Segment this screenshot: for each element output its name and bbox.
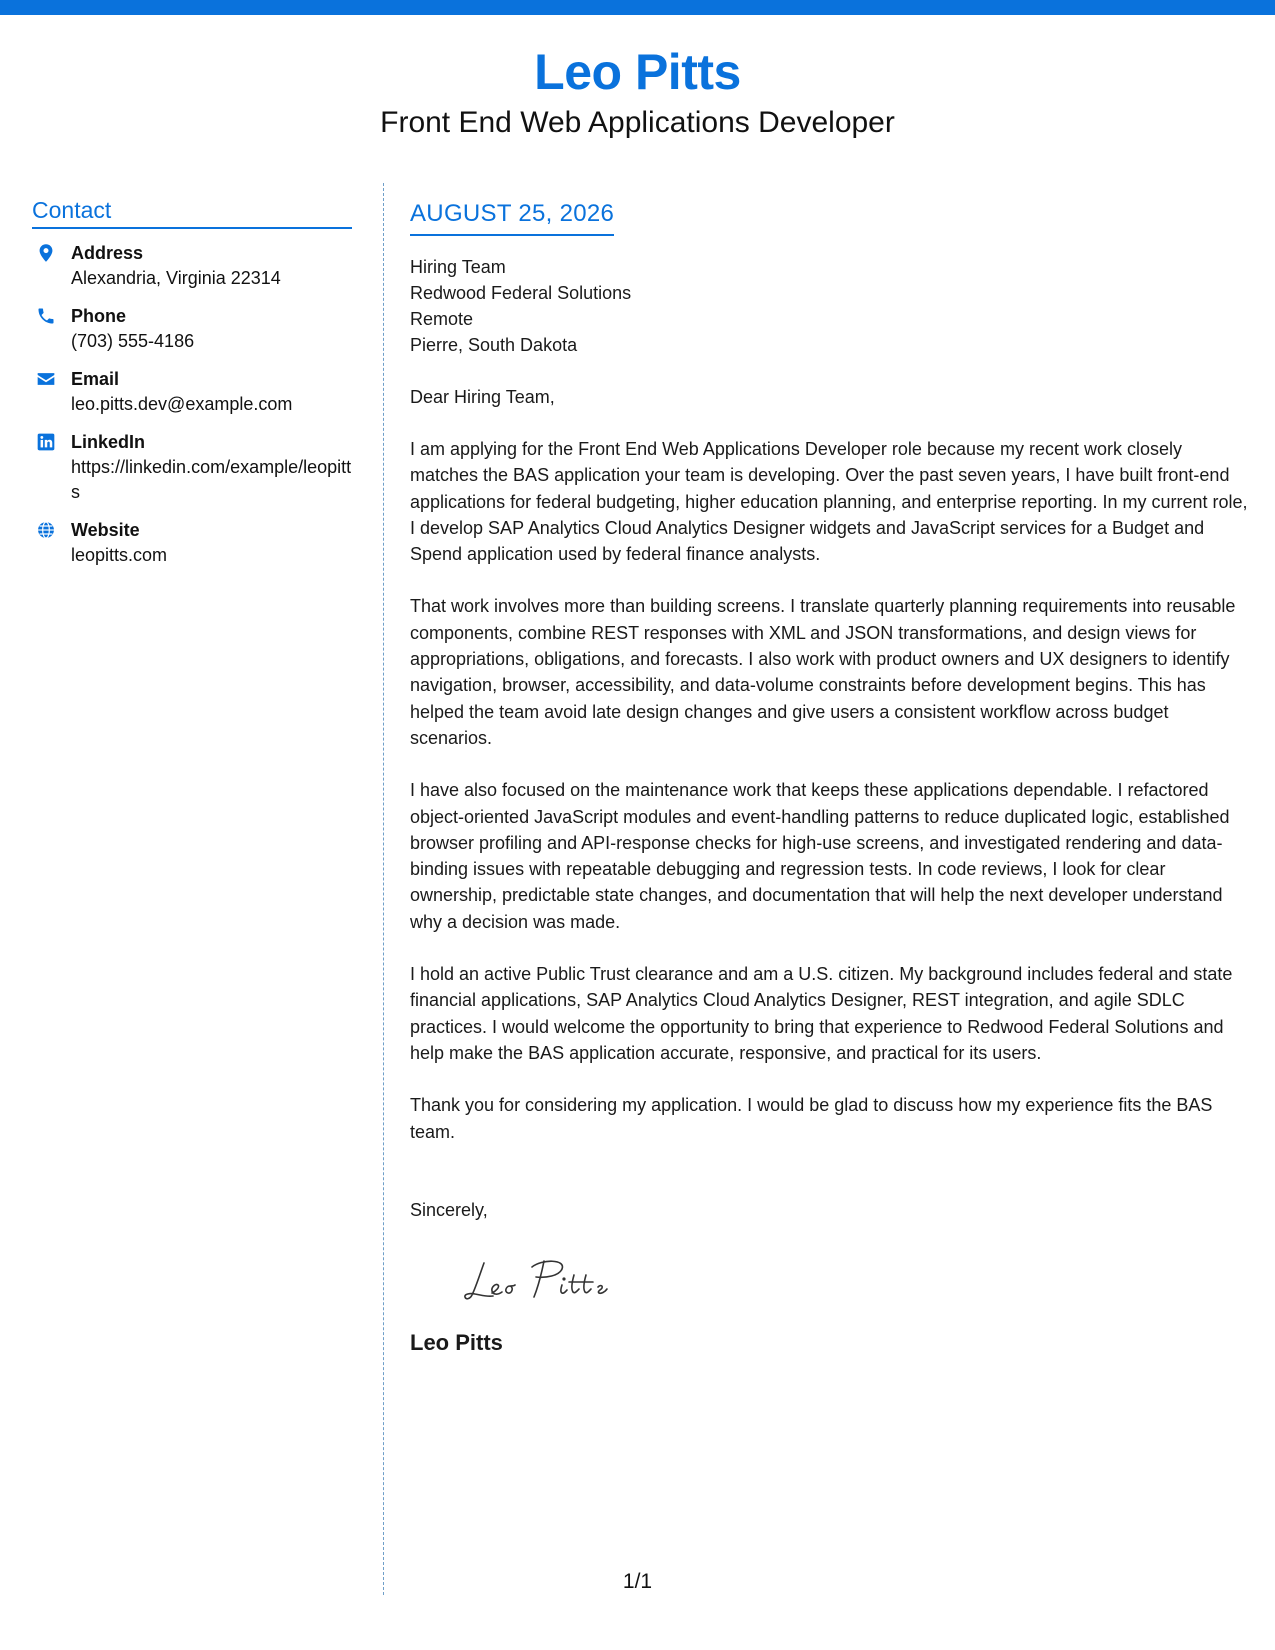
letter-paragraph: I am applying for the Front End Web Applications Developer role because my recent work closely matches the BAS application your team is developing. Over the past seven years, I have built front-end applications for federal budgeting, higher education planning, and enterprise reporting. In my current role, I develop SAP Analytics Cloud Analytics Designer widgets and JavaScript services for a Budget and Spend application used by federal finance analysts. <box>410 439 1248 565</box>
recipient-line: Hiring Team <box>410 257 506 277</box>
contact-item-website <box>32 518 352 568</box>
handwritten-signature <box>462 1253 632 1309</box>
map-pin-icon <box>36 243 56 263</box>
contact-item-email <box>32 367 352 417</box>
phone-icon <box>36 306 56 326</box>
contact-value: leopitts.com <box>71 545 168 565</box>
recipient-line: Remote <box>410 309 474 329</box>
closing: Sincerely, <box>410 1199 488 1220</box>
contact-label: Phone <box>71 306 127 326</box>
letter-paragraph: Thank you for considering my application. I would be glad to discuss how my experience fits the BAS team. <box>410 1095 1213 1142</box>
letter-paragraph: I have also focused on the maintenance work that keeps these applications dependable. I refactored object-oriented JavaScript modules and event-handling patterns to reduce duplicated logic, established browser profiling and API-response checks for high-use screens, and investigated rendering and data-binding issues with repeatable debugging and regression tests. In code reviews, I look for clear ownership, predictable state changes, and documentation that will help the next developer understand why a decision was made. <box>410 780 1230 932</box>
contact-label: LinkedIn <box>71 432 146 452</box>
contact-label: Address <box>71 243 144 263</box>
column-divider <box>383 183 384 1595</box>
contact-heading: Contact <box>32 196 352 229</box>
contact-value: (703) 555-4186 <box>71 331 195 351</box>
header <box>0 42 1275 142</box>
contact-list <box>32 241 352 568</box>
top-accent-bar <box>0 0 1275 15</box>
letter-date: AUGUST 25, 2026 <box>410 199 614 236</box>
greeting: Dear Hiring Team, <box>410 387 555 407</box>
applicant-name: Leo Pitts <box>534 44 741 100</box>
contact-label: Email <box>71 369 120 389</box>
globe-icon <box>36 520 56 540</box>
page-number: 1/1 <box>622 1570 653 1593</box>
letter-paragraph: I hold an active Public Trust clearance and am a U.S. citizen. My background includes federal and state financial applications, SAP Analytics Cloud Analytics Designer, REST integration, and agile SDLC practices. I would welcome the opportunity to bring that experience to Redwood Federal Solutions and help make the BAS application accurate, responsive, and practical for its users. <box>410 964 1233 1063</box>
signer-name: Leo Pitts <box>410 1329 503 1355</box>
recipient-block <box>410 254 1250 358</box>
linkedin-icon <box>36 432 56 452</box>
applicant-role: Front End Web Applications Developer <box>380 106 895 139</box>
contact-label: Website <box>71 520 140 540</box>
letter-paragraph: That work involves more than building screens. I translate quarterly planning requirements into reusable components, combine REST responses with XML and JSON transformations, and design views for appropriations, obligations, and forecasts. I also work with product owners and UX designers to identify navigation, browser, accessibility, and data-volume constraints before development begins. This has helped the team avoid late design changes and give users a consistent workflow across budget scenarios. <box>410 596 1236 748</box>
contact-item-linkedin <box>32 430 352 505</box>
recipient-line: Redwood Federal Solutions <box>410 283 632 303</box>
contact-sidebar <box>32 196 352 581</box>
contact-value: leo.pitts.dev@example.com <box>71 394 293 414</box>
contact-item-address <box>32 241 352 291</box>
contact-value: https://linkedin.com/example/leopitts <box>71 457 352 502</box>
letter-body <box>410 199 1250 1357</box>
envelope-icon <box>36 369 56 389</box>
recipient-line: Pierre, South Dakota <box>410 335 578 355</box>
contact-item-phone <box>32 304 352 354</box>
contact-value: Alexandria, Virginia 22314 <box>71 268 281 288</box>
